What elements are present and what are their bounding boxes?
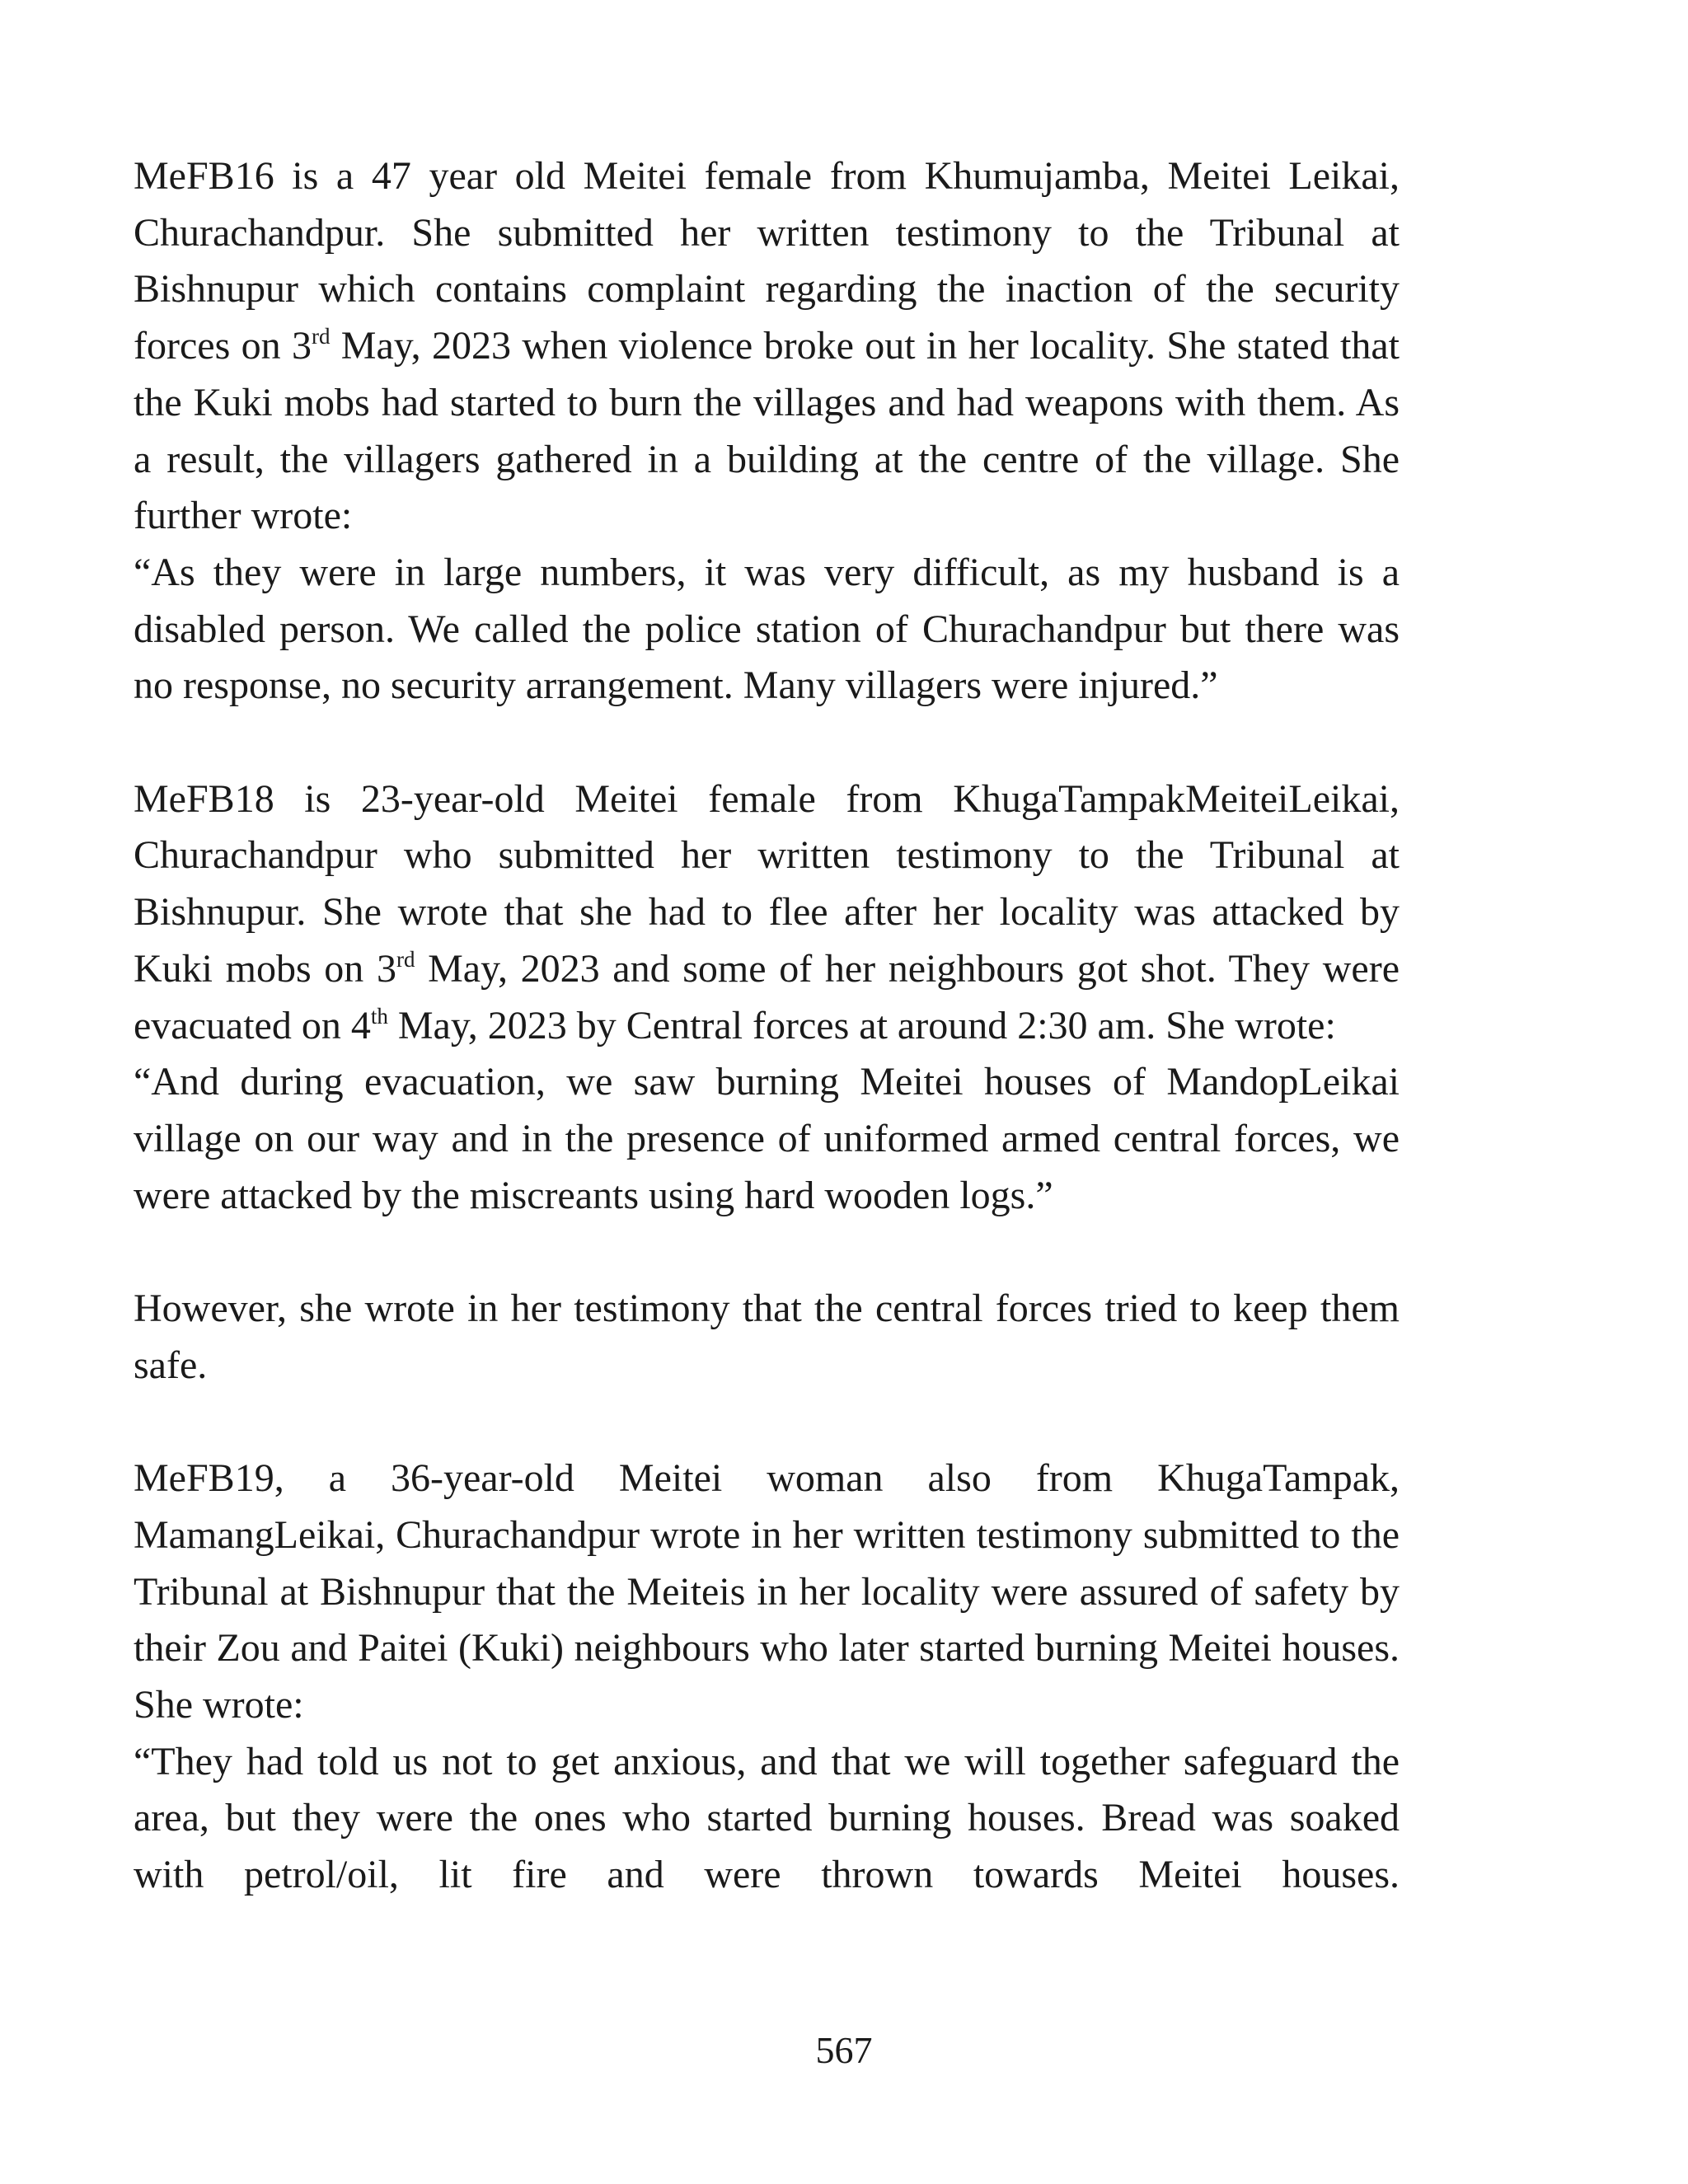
paragraph-central-forces: However, she wrote in her testimony that the central forces tried to keep them safe.	[134, 1286, 1400, 1387]
quote-mefb18: “And during evacuation, we saw burning Meitei houses of MandopLeikai village on our way and in the presence of uniformed armed central forces, we were attacked by the miscreants using hard wooden logs.”	[134, 1060, 1400, 1217]
superscript-th: th	[370, 1003, 388, 1029]
superscript-rd: rd	[311, 324, 331, 349]
quote-mefb16: “As they were in large numbers, it was very difficult, as my husband is a disabled person. We called the police station of Churachandpur but there was no response, no security arrangement. Many villagers were injured.”	[134, 550, 1400, 708]
paragraph-gap	[134, 715, 1400, 771]
paragraph-gap	[134, 1224, 1400, 1281]
page-body	[134, 148, 1400, 1904]
paragraph-mefb18: MeFB18 is 23-year-old Meitei female from KhugaTampakMeiteiLeikai, Churachandpur who submitted her written testimony to the Tribunal at Bishnupur. She wrote that she had to flee after her locality was attacked by Kuki mobs on 3rd May, 2023 and some of her neighbours got shot. They were evacuated on 4th May, 2023 by Central forces at around 2:30 am. She wrote:	[134, 776, 1400, 1047]
page-number: 567	[815, 2029, 873, 2071]
quote-mefb19: “They had told us not to get anxious, and that we will together safeguard the area, but they were the ones who started burning houses. Bread was soaked with petrol/oil, lit fire and were thrown towards Meitei houses.	[134, 1739, 1400, 1897]
superscript-rd: rd	[396, 946, 415, 972]
paragraph-mefb16: MeFB16 is a 47 year old Meitei female from Khumujamba, Meitei Leikai, Churachandpur. She submitted her written testimony to the Tribunal at Bishnupur which contains complaint regarding the inaction of the security forces on 3rd May, 2023 when violence broke out in her locality. She stated that the Kuki mobs had started to burn the villages and had weapons with them. As a result, the villagers gathered in a building at the centre of the village. She further wrote:	[134, 154, 1400, 538]
paragraph-mefb19: MeFB19, a 36-year-old Meitei woman also from KhugaTampak, MamangLeikai, Churachandpur wrote in her written testimony submitted to the Tribunal at Bishnupur that the Meiteis in her locality were assured of safety by their Zou and Paitei (Kuki) neighbours who later started burning Meitei houses. She wrote:	[134, 1456, 1400, 1727]
paragraph-gap	[134, 1394, 1400, 1451]
